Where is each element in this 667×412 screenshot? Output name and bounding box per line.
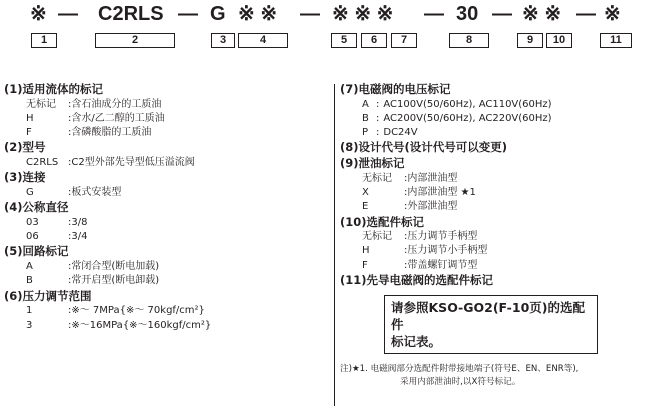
code-box-6: 6 xyxy=(361,33,387,48)
section-voltage xyxy=(340,82,665,140)
item-key: X xyxy=(362,186,369,198)
code-seg-8: ※ ※ ※ xyxy=(332,3,394,25)
item-value: 压力调节小手柄型 xyxy=(407,245,488,257)
item-key: 1 xyxy=(26,305,33,317)
item-value: 内部泄油型 xyxy=(407,172,458,184)
code-box-3: 3 xyxy=(211,33,235,48)
item-key: C2RLS xyxy=(26,157,59,169)
item-sep: : xyxy=(68,305,72,317)
item-value: 外部泄油型 xyxy=(407,201,458,213)
item-key: 03 xyxy=(26,216,39,228)
item-key: 无标记 xyxy=(26,98,56,110)
reference-line-2: 标记表。 xyxy=(391,333,442,349)
code-seg-12: ※ ※ xyxy=(522,3,562,25)
section-heading: (10)选配件标记 xyxy=(340,214,425,229)
reference-box xyxy=(384,295,598,354)
item-value: 带盖螺钉调节型 xyxy=(407,259,478,271)
right-column xyxy=(340,82,665,390)
footnote xyxy=(340,363,665,390)
code-seg-3: C2RLS xyxy=(98,3,164,25)
section-pressure-range xyxy=(4,289,324,333)
left-column xyxy=(4,82,324,333)
section-pilot-options xyxy=(340,273,665,289)
item-sep: : xyxy=(68,186,72,198)
code-seg-4: — xyxy=(178,3,198,25)
item-sep: : xyxy=(68,157,72,169)
column-divider xyxy=(334,84,335,406)
code-seg-7: — xyxy=(300,3,320,25)
list-item xyxy=(4,230,324,244)
code-seg-14: ※ xyxy=(604,3,621,25)
item-value: C2型外部先导型低压溢流阀 xyxy=(71,157,195,169)
item-value: 含水/乙二醇的工质油 xyxy=(71,112,165,124)
item-key: G xyxy=(26,186,34,198)
item-sep: : xyxy=(68,127,72,139)
section-heading: (5)回路标记 xyxy=(4,244,69,259)
item-value: 含石油成分的工质油 xyxy=(71,98,162,110)
item-key: F xyxy=(26,127,32,139)
item-key: 无标记 xyxy=(362,231,392,243)
item-sep: : xyxy=(376,127,380,139)
item-sep: : xyxy=(404,259,408,271)
list-item xyxy=(340,126,665,140)
section-design-code xyxy=(340,140,665,156)
section-fluid xyxy=(4,82,324,140)
item-key: A xyxy=(362,98,369,110)
list-item xyxy=(4,216,324,230)
item-value: 3/8 xyxy=(71,216,88,228)
item-sep: : xyxy=(68,231,72,243)
code-box-7: 7 xyxy=(391,33,417,48)
footnote-line-2: 采用内部泄油时,以X符号标记。 xyxy=(400,377,521,388)
item-key: 3 xyxy=(26,319,33,331)
list-item xyxy=(4,186,324,200)
item-key: H xyxy=(26,112,34,124)
code-seg-6: ※ ※ xyxy=(238,3,278,25)
item-value: DC24V xyxy=(383,127,418,139)
item-sep: : xyxy=(404,172,408,184)
item-value: AC100V(50/60Hz), AC110V(60Hz) xyxy=(383,98,552,110)
item-value: 常开启型(断电卸载) xyxy=(71,275,160,287)
item-value: 含磷酸脂的工质油 xyxy=(71,127,152,139)
section-options xyxy=(340,215,665,273)
item-key: A xyxy=(26,261,33,273)
footnote-line-1: 注)★1. 电磁阀部分选配件附带接地端子(符号E、EN、ENR等), xyxy=(340,363,579,374)
section-heading: (2)型号 xyxy=(4,140,46,155)
code-box-11: 11 xyxy=(600,33,632,48)
code-seg-11: — xyxy=(492,3,512,25)
reference-line-1: 请参照KSO-GO2(F-10页)的选配件 xyxy=(391,299,585,332)
code-box-5: 5 xyxy=(331,33,357,48)
item-sep: : xyxy=(68,319,72,331)
section-heading: (3)连接 xyxy=(4,170,46,185)
code-seg-5: G xyxy=(210,3,226,25)
section-circuit xyxy=(4,244,324,288)
code-seg-2: — xyxy=(58,3,78,25)
item-sep: : xyxy=(404,201,408,213)
item-key: P xyxy=(362,127,369,139)
item-value: 常闭合型(断电加载) xyxy=(71,261,160,273)
code-seg-13: — xyxy=(576,3,596,25)
code-seg-1: ※ xyxy=(30,3,47,25)
code-box-9: 9 xyxy=(517,33,543,48)
list-item xyxy=(340,112,665,126)
item-sep: : xyxy=(68,112,72,124)
code-seg-10: 30 xyxy=(456,3,479,25)
list-item xyxy=(4,274,324,288)
item-key: 无标记 xyxy=(362,172,392,184)
item-key: B xyxy=(26,275,33,287)
code-box-4: 4 xyxy=(238,33,288,48)
item-sep: : xyxy=(68,275,72,287)
item-value: 压力调节手柄型 xyxy=(407,231,478,243)
section-heading: (4)公称直径 xyxy=(4,200,69,215)
item-key: E xyxy=(362,201,369,213)
item-value: 板式安装型 xyxy=(71,186,122,198)
item-key: F xyxy=(362,259,368,271)
section-heading: (6)压力调节范围 xyxy=(4,288,92,303)
list-item xyxy=(340,259,665,273)
item-value: ※～16MPa{※～160kgf/cm²} xyxy=(71,319,212,331)
item-sep: : xyxy=(376,98,380,110)
item-sep: : xyxy=(376,112,380,124)
section-heading: (8)设计代号(设计代号可以变更) xyxy=(340,140,508,155)
section-connection xyxy=(4,170,324,200)
list-item xyxy=(340,244,665,258)
code-box-1: 1 xyxy=(31,33,57,48)
list-item xyxy=(4,98,324,112)
code-box-8: 8 xyxy=(449,33,489,48)
item-value: ※～ 7MPa{※～ 70kgf/cm²} xyxy=(71,305,205,317)
item-sep: : xyxy=(68,261,72,273)
item-sep: : xyxy=(68,98,72,110)
code-box-2: 2 xyxy=(95,33,175,48)
item-sep: : xyxy=(404,186,408,198)
item-value: AC200V(50/60Hz), AC220V(60Hz) xyxy=(383,112,552,124)
list-item xyxy=(4,319,324,333)
section-model xyxy=(4,140,324,170)
section-heading: (1)适用流体的标记 xyxy=(4,82,104,96)
list-item xyxy=(340,230,665,244)
item-sep: : xyxy=(68,216,72,228)
code-box-10: 10 xyxy=(546,33,572,48)
section-heading: (9)泄油标记 xyxy=(340,156,405,171)
item-key: B xyxy=(362,112,369,124)
model-code-row xyxy=(0,0,667,60)
section-heading: (7)电磁阀的电压标记 xyxy=(340,82,451,96)
section-heading: (11)先导电磁阀的选配件标记 xyxy=(340,273,494,288)
section-nominal-diameter xyxy=(4,200,324,244)
section-drain xyxy=(340,156,665,214)
list-item xyxy=(340,172,665,186)
item-sep: : xyxy=(404,245,408,257)
list-item xyxy=(340,98,665,112)
item-key: 06 xyxy=(26,231,39,243)
list-item xyxy=(4,112,324,126)
item-value: 3/4 xyxy=(71,231,88,243)
item-sep: : xyxy=(404,231,408,243)
list-item xyxy=(4,126,324,140)
list-item xyxy=(340,200,665,214)
code-seg-9: — xyxy=(424,3,444,25)
list-item xyxy=(340,186,665,200)
list-item xyxy=(4,304,324,318)
item-value: 内部泄油型 ★1 xyxy=(407,186,476,198)
list-item xyxy=(4,260,324,274)
item-key: H xyxy=(362,245,370,257)
list-item xyxy=(4,156,324,170)
